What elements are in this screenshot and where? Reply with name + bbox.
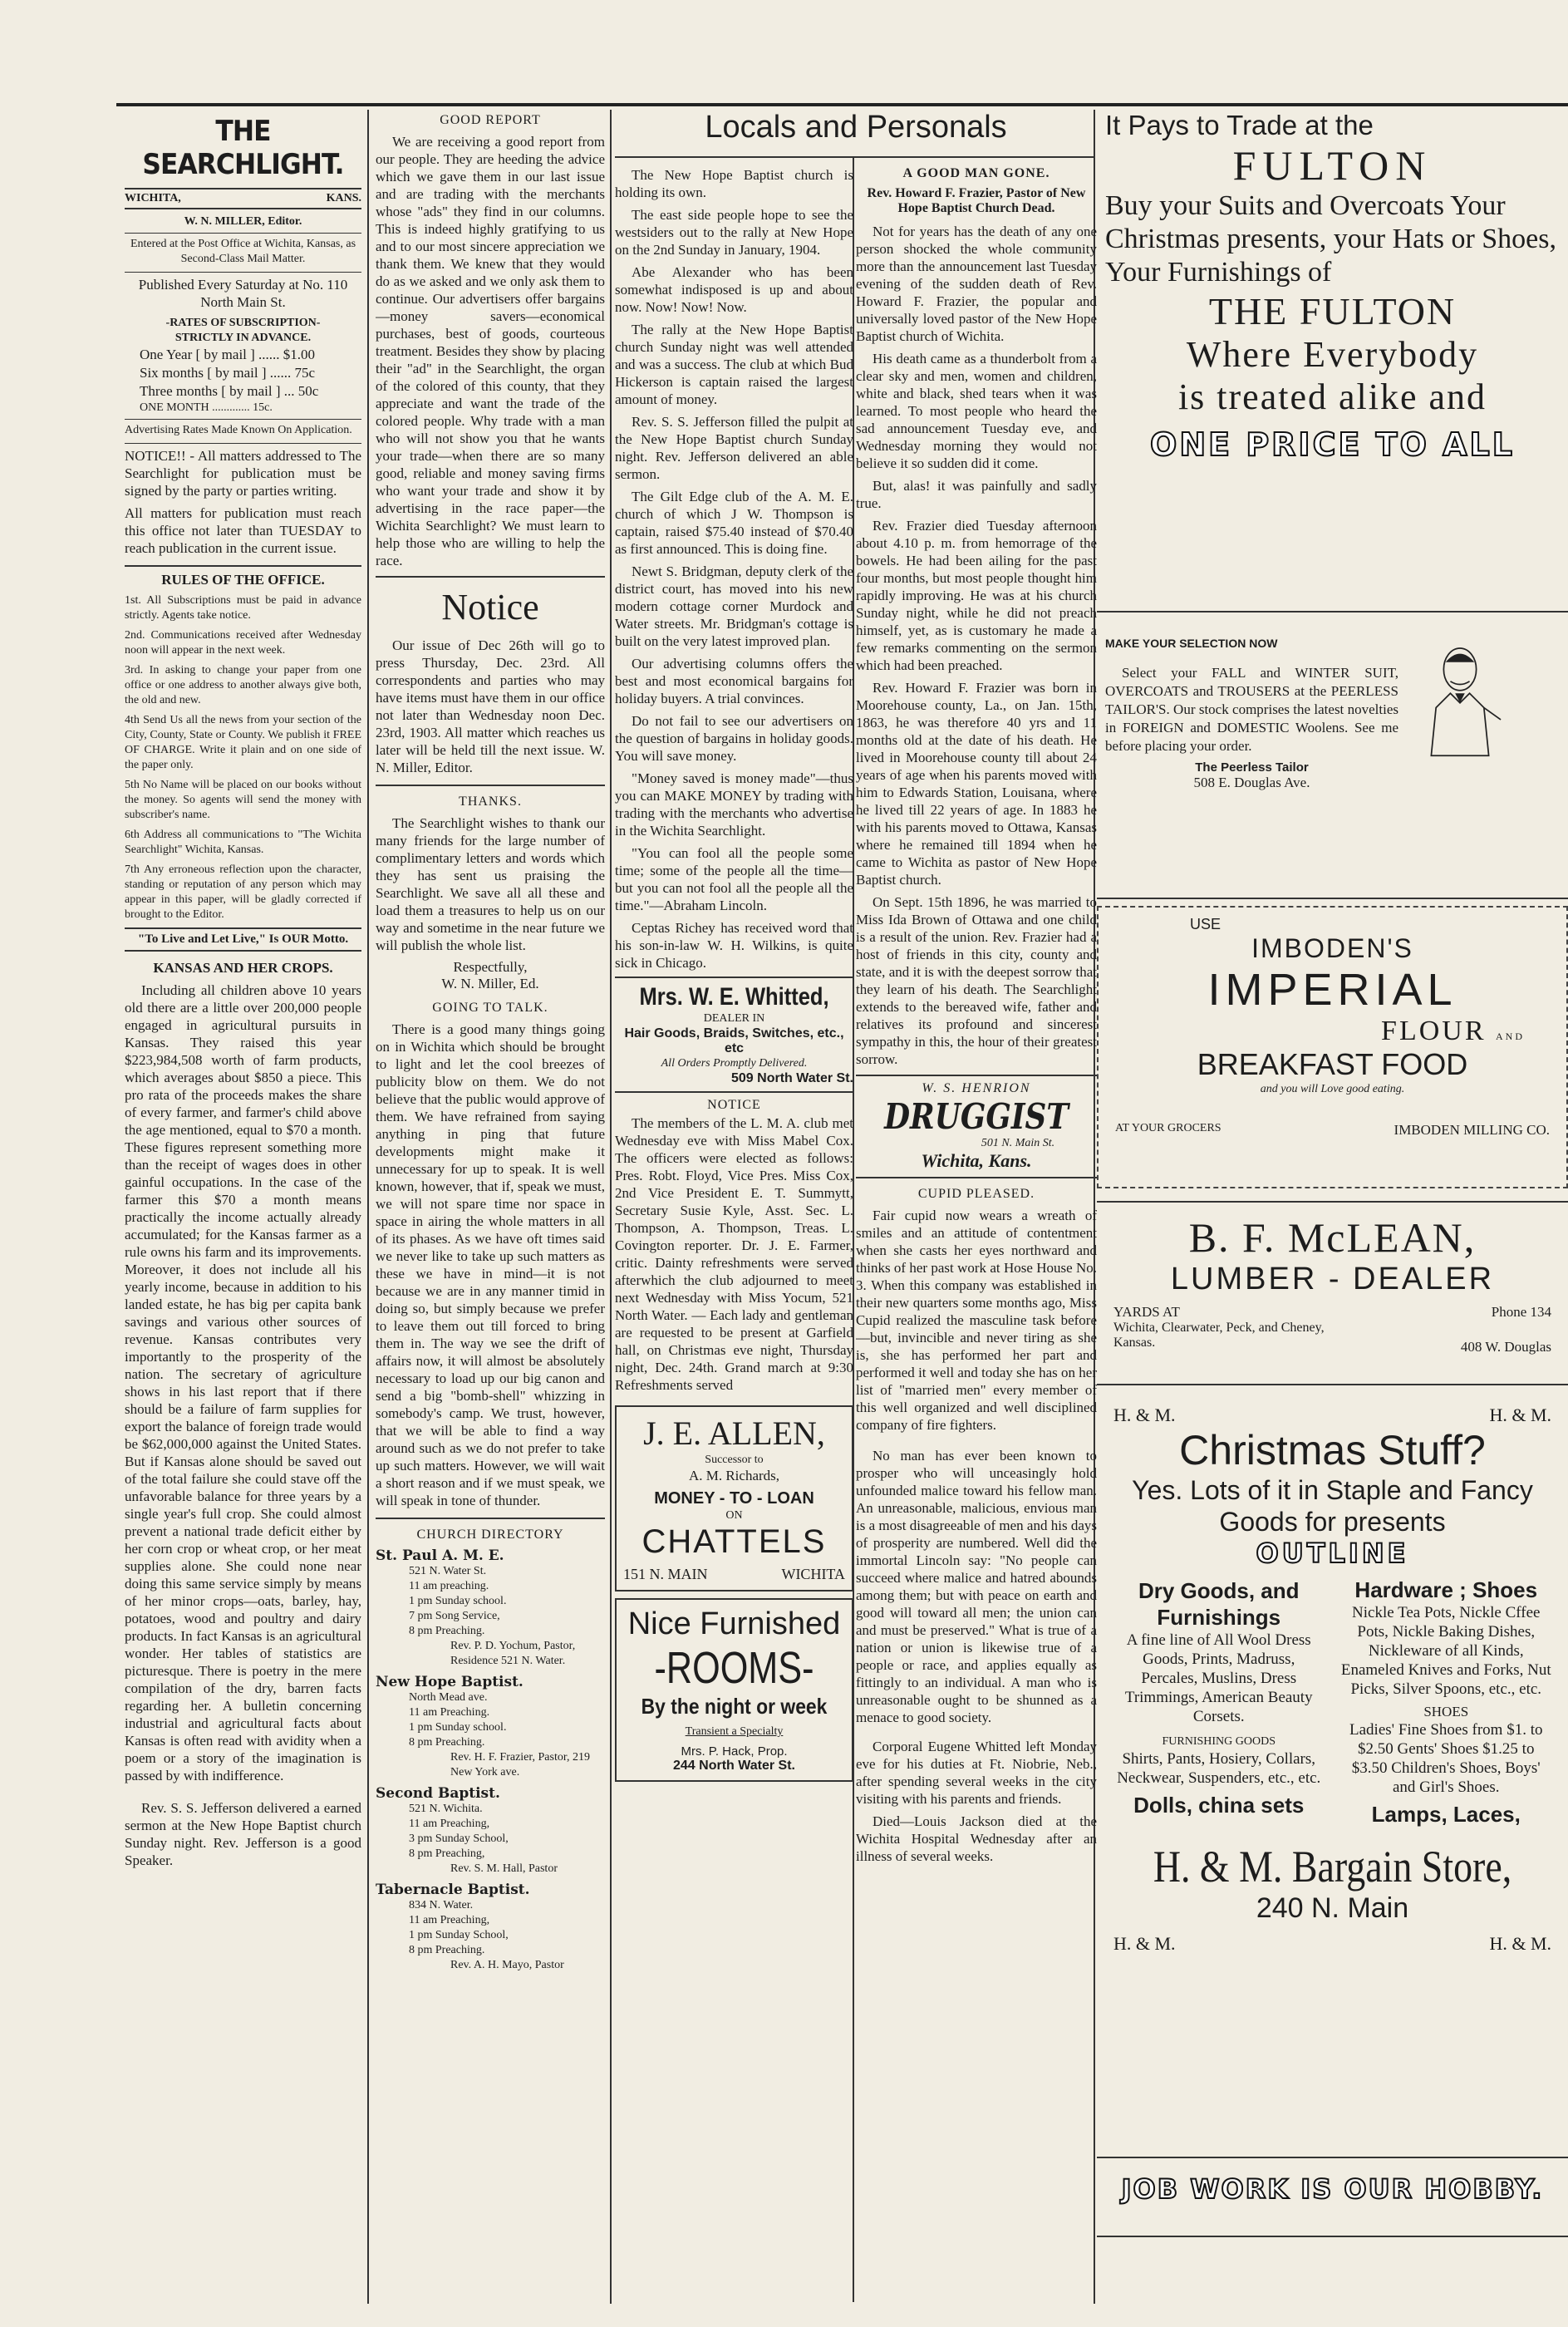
allen-addr: 151 N. MAIN bbox=[623, 1566, 708, 1582]
lma-head: NOTICE bbox=[707, 1098, 761, 1112]
top-rule bbox=[116, 103, 1568, 106]
job-work-text: JOB WORK IS OUR HOBBY. bbox=[1121, 2173, 1544, 2205]
column-1 bbox=[125, 110, 361, 2304]
thanks-head: THANKS. bbox=[459, 795, 522, 809]
column-divider bbox=[610, 110, 612, 2304]
henrion-addr: 501 N. Main St. bbox=[981, 1137, 1055, 1149]
going-head: GOING TO TALK. bbox=[432, 1001, 548, 1015]
mclean-name: B. F. McLEAN, bbox=[1188, 1214, 1477, 1261]
fulton-l5: Where Everybody bbox=[1186, 334, 1479, 375]
hm-store: H. & M. Bargain Store, bbox=[1153, 1842, 1512, 1892]
rooms-l2: -ROOMS- bbox=[654, 1643, 814, 1693]
whitted-name: Mrs. W. E. Whitted, bbox=[639, 983, 829, 1011]
imboden-grocer: AT YOUR GROCERS bbox=[1115, 1122, 1221, 1134]
local-item: "You can fool all the people some time; some of the people all the time—but you can not fool all the people all the time."—Abraham Lincoln. bbox=[615, 845, 853, 913]
church-svc: 1 pm Sunday school. bbox=[409, 1595, 507, 1607]
rate-six: Six months [ by mail ] ...... 75c bbox=[140, 365, 316, 381]
mclean-towns: Wichita, Clearwater, Peck, and Cheney, Kansas. bbox=[1113, 1321, 1325, 1350]
hm-hard-head: Hardware ; Shoes bbox=[1354, 1577, 1538, 1602]
imboden-use: USE bbox=[1190, 916, 1221, 932]
hm-shoes-head: SHOES bbox=[1423, 1704, 1469, 1719]
city: WICHITA, bbox=[125, 192, 181, 204]
adv-rates: Advertising Rates Made Known On Application. bbox=[125, 419, 361, 438]
fulton-l6: is treated alike and bbox=[1177, 376, 1487, 417]
whitted-ad bbox=[615, 977, 853, 1093]
mclean-trade: LUMBER - DEALER bbox=[1170, 1262, 1495, 1296]
state: KANS. bbox=[326, 192, 361, 204]
good-man-para: On Sept. 15th 1896, he was married to Miss Ida Brown of Ottawa and one child is a result of the union. Rev. Frazier had a host of friends in this city, county and state, and it is with the deepest sorrow that they learn of his death. The Searchlight extends to the bereaved wife, father and relatives its profound and sincerest sympathy in this, the hour of their greatest sorrow. bbox=[856, 894, 1097, 1067]
kansas-body: Including all children above 10 years old there are a little over 200,000 people engaged in agricultural pursuits in Kansas. They raised this year $223,984,508 worth of farm products, which averages about $850 a piece. This pro rata of the proceeds makes the share of every farmer, and farmer's child above the age mentioned, equal to $70 a month. These figures represent something more than the receipt of wages does in other gainful occupations. In the case of the farmer this $70 a month means practically the income actually already accumulated; for the Kansas farmer as a rule owns his farm and its improvements. Moreover, it does not include all his yearly income, because in addition to his landed estate, he has big per capita bank savings and various other sources of revenue. Kansas contributes very importantly to the prosperity of the nation. The secretary of agriculture shows in his last report that if there should be a failure of farm supplies for export the balance of foreign trade would be $62,000,000 against the United States. But if Kansas alone should be saved out of the total failure she could stave off the unfavorable balance for three years by a single year's full crop. She could almost prevent a national trade deficit either by her corn crop or wheat crop, or her meat supplies alone. She could none near doing this same service simply by means of her minor crops—oats, barley, hay, potatoes, wood and poultry and dairy products. In fact Kansas is an agricultural wonder. Her tables of statistics are picturesque. There is poetry in the mere compilation of the dry, barren facts regarding her. A bulletin concerning industrial and agricultural facts about Kansas is often read with avidity when a poem or a story of the imagination is passed by with indifference. bbox=[125, 982, 361, 1783]
church-name: Second Baptist. bbox=[376, 1785, 500, 1802]
local-item: The Gilt Edge club of the A. M. E. church of which J W. Thompson is captain, raised $75.40 instead of $70.40 as first announced. This is doing fine. bbox=[615, 489, 853, 557]
church-name: New Hope Baptist. bbox=[376, 1674, 523, 1690]
allen-ad bbox=[615, 1405, 853, 1592]
church-name: Tabernacle Baptist. bbox=[376, 1882, 530, 1898]
church-addr: 521 N. Wichita. bbox=[409, 1803, 483, 1815]
rates-head: -RATES OF SUBSCRIPTION- bbox=[165, 317, 321, 329]
imboden-mill: IMBODEN MILLING CO. bbox=[1394, 1122, 1550, 1138]
imboden-ad bbox=[1097, 906, 1568, 1188]
peerless-name: The Peerless Tailor bbox=[1195, 760, 1309, 775]
church-addr: North Mead ave. bbox=[409, 1691, 488, 1704]
local-item: The rally at the New Hope Baptist church Sunday night was well attended and was a success. The club at which Bud Hickerson is captain raised the largest amount of money. bbox=[615, 322, 853, 407]
church-item bbox=[376, 1785, 605, 1877]
imboden-love: and you will Love good eating. bbox=[1260, 1083, 1405, 1095]
rooms-l3: By the night or week bbox=[641, 1694, 828, 1719]
local-item: The New Hope Baptist church is holding its own. bbox=[615, 167, 853, 200]
rooms-ad bbox=[615, 1598, 853, 1782]
column-4 bbox=[856, 166, 1097, 2310]
whitted-orders: All Orders Promptly Delivered. bbox=[661, 1057, 808, 1070]
local-item: Rev. S. S. Jefferson filled the pulpit at the New Hope Baptist church Sunday night. Rev. Jefferson delivered an able sermon. bbox=[615, 414, 853, 482]
thanks-body: The Searchlight wishes to thank our many friends for the large number of complimentary letters and words which they has sent us praising the Searchlight. We save all all these and load them a treasures to help us on our way and sometime in the near future we will publish the whole list. bbox=[376, 815, 605, 953]
dateline bbox=[125, 188, 361, 209]
rule-item: 2nd. Communications received after Wednesday noon will appear in the next week. bbox=[125, 629, 361, 657]
column-2 bbox=[376, 110, 605, 2304]
good-man-para: Rev. Howard F. Frazier was born in Moorehouse county, La., on Jan. 15th, 1863, he was therefore 40 yrs and 11 months old at the date of his death. He lived in Moorehouse county till about 24 years of age when his parents moved with him to Edwards Station, Louisana, where he lived till 22 years of age. In 1883 he with his parents moved to Ottawa, Kansas where he remained till 1894 when he came to Wichita as pastor of New Hope Baptist church. bbox=[856, 680, 1097, 888]
hm-ad bbox=[1097, 1396, 1568, 2161]
church-item bbox=[376, 1547, 605, 1669]
mclean-phone: Phone 134 bbox=[1491, 1304, 1551, 1320]
hm-tag: H. & M. bbox=[1113, 1405, 1176, 1425]
local-item: Ceptas Richey has received word that his son-in-law W. H. Wilkins, is quite sick in Chicago. bbox=[615, 920, 853, 971]
fulton-l3: Buy your Suits and Overcoats Your Christmas presents, your Hats or Shoes, Your Furnishings of bbox=[1105, 190, 1557, 288]
ad-divider bbox=[1097, 898, 1568, 899]
rate-year: One Year [ by mail ] ...... $1.00 bbox=[140, 347, 316, 362]
column-divider bbox=[367, 110, 369, 2304]
tailor-portrait-icon bbox=[1410, 636, 1510, 760]
hm-hard: Nickle Tea Pots, Nickle Cffee Pots, Nickle Baking Dishes, Nickleware of all Kinds, Enameled Knives and Forks, Nut Picks, Silver Spoons, etc., etc. bbox=[1340, 1604, 1551, 1698]
hm-dolls: Dolls, china sets bbox=[1133, 1793, 1305, 1818]
tailor-illustration bbox=[1410, 619, 1560, 791]
rule-item: 4th Send Us all the news from your section of the City, County, State or County. We publish it FREE OF CHARGE. Write it plain and on one side of the paper only. bbox=[125, 714, 361, 771]
church-addr: 521 N. Water St. bbox=[409, 1565, 487, 1577]
henrion-city: Wichita, Kans. bbox=[921, 1150, 1032, 1171]
church-svc: 3 pm Sunday School, bbox=[409, 1833, 509, 1845]
hm-outline: OUTLINE bbox=[1256, 1537, 1409, 1569]
job-work-ad bbox=[1097, 2173, 1568, 2231]
church-head: CHURCH DIRECTORY bbox=[416, 1528, 564, 1542]
notice-body: Our issue of Dec 26th will go to press Thursday, Dec. 23rd. All correspondents and parties who may have items must have them in our office not later than Wednesday noon Dec. 23rd, 1903. All matter which reaches us later will be held till the next issue. W. N. Miller, Editor. bbox=[376, 637, 605, 775]
hm-dry-head: Dry Goods, and Furnishings bbox=[1138, 1578, 1300, 1630]
church-svc: 8 pm Preaching. bbox=[409, 1944, 485, 1956]
hm-dry: A fine line of All Wool Dress Goods, Prints, Madruss, Percales, Muslins, Dress Trimmings, American Beauty Corsets. bbox=[1124, 1631, 1313, 1725]
good-report-body: We are receiving a good report from our people. They are heeding the advice which we gave them in our last issue and are trading with the merchants whose "ads" they find in our columns. This is indeed highly gratifying to us and to our most sincere appreciation we thank them. We knew that they would do as we asked and we only ask them to continue. Our advertisers offer bargains—money savers—economical purchases, best of goods, courteous treatment. Besides they show by placing their "ad" in the Searchlight, the organ of the colored of this county, that they appreciate and want the trade of the colored people. Why trade with a man who will not show you that he wants your trade—when there are so many good, reliable and money saving firms who want your trade and show it by advertising in the race paper—the Wichita Searchlight? We must learn to help those who are willing to help the race. bbox=[376, 134, 605, 568]
imboden-imperial: IMPERIAL bbox=[1207, 965, 1457, 1015]
local-item: "Money saved is money made"—thus you can MAKE MONEY by trading with trading with the merchants who advertise in the Wichita Searchlight. bbox=[615, 770, 853, 839]
church-name: St. Paul A. M. E. bbox=[376, 1547, 504, 1564]
hm-tag: H. & M. bbox=[1113, 1933, 1176, 1954]
church-svc: 8 pm Preaching. bbox=[409, 1625, 485, 1637]
hm-addr: 240 N. Main bbox=[1256, 1892, 1409, 1924]
thanks-sign-name: W. N. Miller, Ed. bbox=[441, 976, 539, 991]
church-svc: 11 am Preaching, bbox=[409, 1818, 490, 1830]
cupid-head: CUPID PLEASED. bbox=[917, 1187, 1035, 1201]
fulton-l4: THE FULTON bbox=[1208, 290, 1457, 332]
rule-item: 6th Address all communications to "The Wichita Searchlight" Wichita, Kansas. bbox=[125, 829, 361, 856]
cupid-body: Fair cupid now wears a wreath of smiles and an attitude of contentment when she casts her eyes northward and thinks of her past work at Hose House No. 3. When this company was established in their new quarters some months ago, Miss Cupid realized the masculine task before—but, invincible and never tiring as she is, she has performed her part and performed it well and today she has on her list of "married men" every member of this well organized and well disciplined company of fire fighters. bbox=[856, 1208, 1097, 1433]
rooms-l6: 244 North Water St. bbox=[673, 1759, 795, 1773]
good-man-head: A GOOD MAN GONE. bbox=[902, 166, 1050, 180]
column-3 bbox=[615, 166, 853, 2302]
rates-list bbox=[125, 346, 361, 416]
ad-divider bbox=[1097, 2157, 1568, 2158]
rooms-l4: Transient a Specialty bbox=[685, 1725, 784, 1738]
local-item: Our advertising columns offers the best and most economical bargains for holiday buyers. A trial convinces. bbox=[615, 656, 853, 706]
noman-body: No man has ever been known to prosper who will unceasingly hold unfounded malice toward his fellow man. An unreasonable, malicious, envious man is a most disagreeable of men and his days of prosperity are numbered. Well did the immortal Lincoln say: "No people can succeed where malice and hatred abounds among them; but with peace on earth and good will toward all men; the union can and must be preserved." What is true of a nation or union is likewise true of a people or race, and applies equally as fittingly to an individual. A man who is unreasonable ought to be shunned as a menace to good society. bbox=[856, 1448, 1097, 1725]
church-item bbox=[376, 1674, 605, 1780]
allen-name: J. E. ALLEN, bbox=[643, 1414, 825, 1452]
rule-item: 3rd. In asking to change your paper from one office or one address to another always give both, the old and new. bbox=[125, 664, 361, 706]
imboden-breakfast: BREAKFAST FOOD bbox=[1197, 1047, 1468, 1081]
rule-item: 5th No Name will be placed on our books without the money. So agents will send the money with subscriber's name. bbox=[125, 779, 361, 821]
local-item: The east side people hope to see the westsiders out to the rally at New Hope on the 2nd Sunday in January, 1904. bbox=[615, 207, 853, 258]
church-pastor: Rev. A. H. Mayo, Pastor bbox=[450, 1959, 564, 1971]
mclean-yards: YARDS AT bbox=[1113, 1304, 1180, 1320]
motto: "To Live and Let Live," Is OUR Motto. bbox=[125, 927, 361, 952]
rooms-l1: Nice Furnished bbox=[627, 1606, 841, 1641]
kansas-head: KANSAS AND HER CROPS. bbox=[153, 960, 333, 976]
church-svc: 8 pm Preaching, bbox=[409, 1847, 485, 1860]
notice-addressed: NOTICE!! - All matters addressed to The Searchlight for publication must be signed by the party or parties writing. bbox=[125, 443, 361, 499]
church-pastor: Rev. H. F. Frazier, Pastor, 219 New York ave. bbox=[450, 1751, 590, 1778]
fulton-l1: It Pays to Trade at the bbox=[1105, 110, 1374, 140]
whitted-dealer: DEALER IN bbox=[703, 1012, 765, 1025]
fulton-ad bbox=[1097, 110, 1568, 600]
locals-head: Locals and Personals bbox=[705, 110, 1007, 145]
ad-divider bbox=[1097, 611, 1568, 612]
hm-head: Christmas Stuff? bbox=[1179, 1427, 1486, 1473]
good-man-sub: Rev. Howard F. Frazier, Pastor of New Hope Baptist Church Dead. bbox=[867, 186, 1086, 215]
church-svc: 8 pm Preaching. bbox=[409, 1736, 485, 1749]
hm-tag: H. & M. bbox=[1489, 1933, 1551, 1954]
church-svc: 11 am Preaching. bbox=[409, 1706, 490, 1719]
rule-item: 7th Any erroneous reflection upon the character, standing or reputation of any person which may appear in this paper, will be gladly corrected if brought to the Editor. bbox=[125, 863, 361, 921]
lma-body: The members of the L. M. A. club met Wednesday eve with Miss Mabel Cox. The officers were elected as follows: Pres. Robt. Floyd, Vice Pres. Miss Cox, 2nd Vice President E. T. Summytt, Secretary Susie Kyle, Asst. Sec. L. Thompson, A. Thompson, Treas. L. Covington reporter. Dr. J. E. Farmer, critic. Dainty refreshments were served afterwhich the club adjourned to meet next Wednesday with Miss Yocum, 521 North Water. — Each lady and gentleman are requested to be present at Garfield hall, on Christmas eve night, Thursday night, Dec. 24th. Grand march at 9:30 Refreshments served bbox=[615, 1115, 853, 1393]
ad-divider bbox=[1097, 1201, 1568, 1203]
hm-furn: Shirts, Pants, Hosiery, Collars, Neckwear, Suspenders, etc., etc. bbox=[1117, 1750, 1321, 1787]
imboden-name: IMBODEN'S bbox=[1251, 933, 1413, 963]
good-man-para: Rev. Frazier died Tuesday afternoon about 4.10 p. m. from hemorrage of the bowels. He had been ailing for the past four months, but most people thought him rapidly improving. He was at his church Sunday night, while he did not preach himself, yet, as is customary he made a few remarks commenting on the sermon which had been preached. bbox=[856, 518, 1097, 673]
rooms-l5: Mrs. P. Hack, Prop. bbox=[681, 1744, 788, 1759]
local-item: Abe Alexander who has been somewhat indisposed is up and about now. Now! Now! Now. bbox=[615, 264, 853, 315]
rule-item: 1st. All Subscriptions must be paid in advance strictly. Agents take notice. bbox=[125, 594, 361, 622]
church-svc: 11 am preaching. bbox=[409, 1580, 489, 1592]
jefferson-note: Rev. S. S. Jefferson delivered a earned sermon at the New Hope Baptist church Sunday night. Rev. Jefferson is a good Speaker. bbox=[125, 1800, 361, 1868]
ad-divider bbox=[1097, 1384, 1568, 1385]
local-item: Do not fail to see our advertisers on the question of bargains in holiday goods. You will save money. bbox=[615, 713, 853, 764]
mclean-ad bbox=[1097, 1213, 1568, 1380]
church-svc: 7 pm Song Service, bbox=[409, 1610, 500, 1622]
rate-three: Three months [ by mail ] ... 50c bbox=[140, 383, 319, 399]
henrion-ad bbox=[856, 1075, 1097, 1178]
church-addr: 834 N. Water. bbox=[409, 1899, 474, 1911]
rules-head: RULES OF THE OFFICE. bbox=[125, 565, 361, 588]
fulton-l7: ONE PRICE TO ALL bbox=[1150, 426, 1515, 463]
hm-sub: Yes. Lots of it in Staple and Fancy Goods for presents bbox=[1132, 1475, 1533, 1537]
allen-succ: Successor to bbox=[705, 1454, 764, 1466]
hm-furn-head: FURNISHING GOODS bbox=[1162, 1735, 1276, 1748]
church-svc: 1 pm Sunday school. bbox=[409, 1721, 507, 1734]
allen-chattels: CHATTELS bbox=[641, 1523, 827, 1560]
hm-lamps: Lamps, Laces, bbox=[1371, 1802, 1521, 1827]
henrion-title: DRUGGIST bbox=[884, 1096, 1069, 1137]
masthead-title: THE SEARCHLIGHT. bbox=[142, 115, 344, 181]
going-body: There is a good many things going on in Wichita which should be brought to light and let the cool breezes of publicity blow on them. We do not believe that the public would approve of them. We have refrained from saying anything in ping that future developments might make it unnecessary for up to speak. It is well known, however, that if, speak we must, we will not spare time nor space in space in airing the whole matters in all of its phases. As we have oft times said we never like to take up such matters as these we have in mind—it is not because we are in any manner timid in doing so, but simply because we prefer to leave them out till forced to bring them in. The way we see the drift of affairs now, it will almost be absolutely necessary to load up our big canon and send a big "bomb-shell" whizzing in somebody's camp. We trust, however, that we will be able to find a way around such as we do not prefer to take up such matters. However, we will wait a short reason and if we must speak, we will speak in tone of thunder. bbox=[376, 1021, 605, 1508]
rates-sub: STRICTLY IN ADVANCE. bbox=[174, 332, 312, 344]
notice-tuesday: All matters for publication must reach this office not later than TUESDAY to reach publication in the current issue. bbox=[125, 505, 361, 556]
church-svc: 1 pm Sunday School, bbox=[409, 1929, 509, 1941]
allen-on: ON bbox=[725, 1509, 743, 1522]
whitted-goods: Hair Goods, Braids, Switches, etc., etc bbox=[624, 1026, 844, 1055]
imboden-flour: FLOUR bbox=[1381, 1016, 1487, 1046]
entered-line: Entered at the Post Office at Wichita, Kansas, as Second-Class Mail Matter. bbox=[125, 233, 361, 267]
peerless-body: Select your FALL and WINTER SUIT, OVERCOATS and TROUSERS at the PEERLESS TAILOR'S. Our stock comprises the latest novelties in FOREIGN and DOMESTIC Woolens. See me before placing your order. bbox=[1105, 665, 1398, 754]
editor-line: W. N. MILLER, Editor. bbox=[184, 215, 302, 228]
allen-city: WICHITA bbox=[781, 1566, 845, 1582]
church-svc: 11 am Preaching, bbox=[409, 1914, 490, 1926]
rate-one: ONE MONTH ............. 15c. bbox=[140, 401, 273, 414]
allen-money: MONEY - TO - LOAN bbox=[654, 1489, 814, 1508]
ad-divider bbox=[1097, 2236, 1568, 2237]
died-note: Died—Louis Jackson died at the Wichita Hospital Wednesday after an illness of several weeks. bbox=[856, 1813, 1097, 1864]
church-pastor: Rev. P. D. Yochum, Pastor, Residence 521 N. Water. bbox=[450, 1640, 576, 1667]
good-man-para: His death came as a thunderbolt from a clear sky and men, women and children, white and black, shed tears when it was learned. To most people who heard the sad announcement Tuesday eve, and Wednesday morning they would not believe it so sudden did it come. bbox=[856, 351, 1097, 471]
peerless-head: MAKE YOUR SELECTION NOW bbox=[1105, 637, 1278, 650]
fulton-l2: FULTON bbox=[1232, 142, 1433, 189]
hm-tag: H. & M. bbox=[1489, 1405, 1551, 1425]
henrion-name: W. S. HENRION bbox=[922, 1081, 1031, 1095]
mclean-addr: 408 W. Douglas bbox=[1460, 1339, 1551, 1355]
hm-shoes: Ladies' Fine Shoes from $1. to $2.50 Gents' Shoes $1.25 to $3.50 Children's Shoes, Boys' and Girl's Shoes. bbox=[1349, 1721, 1543, 1796]
imboden-and: AND bbox=[1496, 1031, 1525, 1042]
allen-prev: A. M. Richards, bbox=[688, 1468, 780, 1483]
whitted-note: Corporal Eugene Whitted left Monday eve for his duties at Ft. Niobrie, Neb., after spending several weeks in the city visiting with his parents and friends. bbox=[856, 1739, 1097, 1807]
peerless-addr: 508 E. Douglas Ave. bbox=[1193, 775, 1310, 790]
locals-rule bbox=[615, 156, 1094, 158]
church-pastor: Rev. S. M. Hall, Pastor bbox=[450, 1862, 558, 1875]
good-man-para: Not for years has the death of any one person shocked the whole community more than the announcement last Tuesday evening of the sudden death of Rev. Howard F. Frazier, the popular and universally loved pastor of the New Hope Baptist church of Wichita. bbox=[856, 224, 1097, 344]
notice-head: Notice bbox=[441, 587, 539, 627]
thanks-sign: Respectfully, bbox=[453, 959, 528, 975]
local-item: Newt S. Bridgman, deputy clerk of the district court, has moved into his new modern cottage corner Murdock and Water streets. Mr. Bridgman's cottage is built on the very latest improved plan. bbox=[615, 563, 853, 649]
peerless-ad bbox=[1097, 619, 1568, 893]
published-line: Published Every Saturday at No. 110 North Main St. bbox=[125, 272, 361, 311]
good-man-para: But, alas! it was painfully and sadly true. bbox=[856, 478, 1097, 511]
church-item bbox=[376, 1882, 605, 1973]
good-report-head: GOOD REPORT bbox=[440, 113, 541, 127]
whitted-addr: 509 North Water St. bbox=[731, 1071, 853, 1085]
